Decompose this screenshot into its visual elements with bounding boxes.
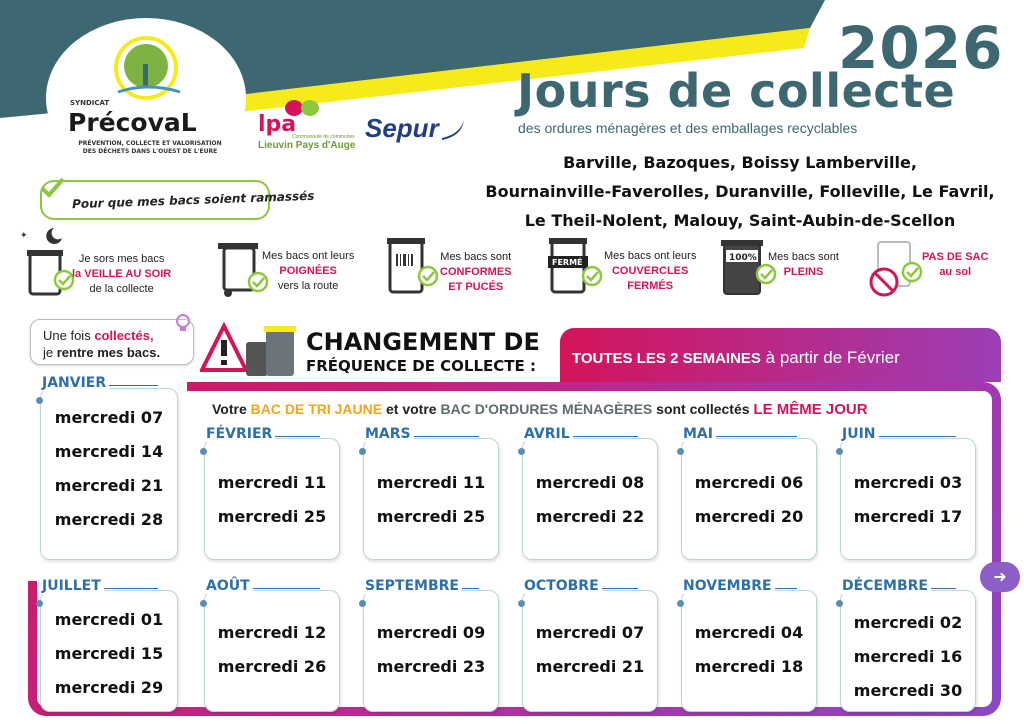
communes-list (470, 148, 1010, 235)
check-icon (38, 174, 66, 202)
bin-100-label: 100% (729, 253, 757, 263)
change-title-line2: FRÉQUENCE DE COLLECTE : (306, 357, 537, 375)
collection-date: mercredi 15 (54, 644, 164, 663)
month-dot-icon (836, 448, 843, 455)
collection-date: mercredi 29 (54, 678, 164, 697)
collection-date: mercredi 21 (535, 657, 645, 676)
lpa-logo-text: lpa (258, 112, 297, 137)
bin-night-icon (14, 224, 78, 300)
collection-date: mercredi 22 (535, 507, 645, 526)
month-label: AVRIL (522, 426, 573, 442)
syndicat-label: SYNDICAT (70, 99, 110, 107)
month-dot-icon (359, 600, 366, 607)
month-dot-icon (36, 397, 43, 404)
page-title: Jours de collecte (517, 64, 956, 118)
month-label: SEPTEMBRE (363, 578, 462, 594)
month-dot-icon (677, 448, 684, 455)
warning-bins-icon (200, 322, 304, 382)
month-dates (205, 466, 339, 534)
frequency-text: TOUTES LES 2 SEMAINES à partir de Février (572, 348, 900, 367)
month-dates (523, 616, 657, 684)
bulb-icon (170, 310, 196, 336)
svg-text:✦: ✦ (20, 231, 28, 241)
collection-date: mercredi 16 (853, 647, 963, 666)
month-dates (523, 466, 657, 534)
month-dates (841, 606, 975, 708)
lpa-small-text: Communauté de communes (292, 134, 355, 140)
month-card-6 (40, 590, 178, 712)
collection-date: mercredi 20 (694, 507, 804, 526)
month-card-0 (40, 388, 178, 560)
month-dates (682, 616, 816, 684)
precoval-tagline-2: DES DÉCHETS DANS L'OUEST DE L'EURE (82, 148, 218, 155)
rules-badge-text: Pour que mes bacs soient ramassés (71, 188, 315, 212)
sepur-logo-text: Sepur (365, 113, 439, 143)
rule-3: Mes bacs sont CONFORMES ET PUCÉS (440, 251, 512, 293)
month-label: JUILLET (40, 578, 104, 594)
month-label: DÉCEMBRE (840, 578, 931, 594)
precoval-tagline-1: PRÉVENTION, COLLECTE ET VALORISATION (78, 140, 222, 147)
month-label: AOÛT (204, 578, 253, 594)
bin-barcode-icon (384, 234, 444, 298)
collection-date: mercredi 09 (376, 623, 486, 642)
rule-6: PAS DE SAC au sol (922, 251, 989, 278)
collection-date: mercredi 18 (694, 657, 804, 676)
collection-date: mercredi 06 (694, 473, 804, 492)
collection-date: mercredi 04 (694, 623, 804, 642)
month-dot-icon (200, 448, 207, 455)
collection-date: mercredi 11 (376, 473, 486, 492)
collection-date: mercredi 17 (853, 507, 963, 526)
month-dot-icon (518, 448, 525, 455)
month-card-2 (363, 438, 499, 560)
bin-ferme-label: FERMÉ (552, 258, 583, 267)
month-dates (364, 616, 498, 684)
month-dates (364, 466, 498, 534)
month-dates (41, 401, 177, 537)
lpa-subtitle: Lieuvin Pays d'Auge (258, 140, 356, 151)
month-label: MAI (681, 426, 716, 442)
collection-date: mercredi 08 (535, 473, 645, 492)
collection-date: mercredi 30 (853, 681, 963, 700)
month-card-5 (840, 438, 976, 560)
collection-date: mercredi 03 (853, 473, 963, 492)
collection-date: mercredi 07 (54, 408, 164, 427)
precoval-logo-text: PrécovaL (68, 108, 197, 137)
once-collected-note: Une fois collectés, je rentre mes bacs. (30, 319, 194, 365)
communes-line-3: Le Theil-Nolent, Malouy, Saint-Aubin-de-Scellon (524, 211, 956, 230)
month-card-7 (204, 590, 340, 712)
month-card-4 (681, 438, 817, 560)
collection-date: mercredi 11 (217, 473, 327, 492)
rule-4: Mes bacs ont leurs COUVERCLES FERMÉS (604, 250, 697, 292)
collection-date: mercredi 25 (376, 507, 486, 526)
rules-badge (40, 180, 315, 220)
month-dot-icon (677, 600, 684, 607)
month-card-1 (204, 438, 340, 560)
month-label: MARS (363, 426, 414, 442)
collection-date: mercredi 28 (54, 510, 164, 529)
month-card-10 (681, 590, 817, 712)
collection-date: mercredi 25 (217, 507, 327, 526)
month-label: JANVIER (40, 375, 109, 391)
same-day-note: Votre BAC DE TRI JAUNE et votre BAC D'ORDURES MÉNAGÈRES sont collectés LE MÊME JOUR (212, 401, 868, 418)
collection-date: mercredi 14 (54, 442, 164, 461)
year-title: 2026 (838, 14, 1004, 82)
bin-lid-closed-icon (546, 232, 610, 298)
page-subtitle: des ordures ménagères et des emballages recyclables (518, 120, 858, 136)
communes-line-2: Bournainville-Faverolles, Duranville, Folleville, Le Favril, (485, 182, 995, 201)
month-dot-icon (359, 448, 366, 455)
month-dates (205, 616, 339, 684)
rule-1: Je sors mes bacs la VEILLE AU SOIR de la collecte (72, 253, 172, 295)
month-dot-icon (836, 600, 843, 607)
collection-date: mercredi 21 (54, 476, 164, 495)
next-arrow-icon[interactable]: ➜ (980, 562, 1020, 592)
collection-date: mercredi 12 (217, 623, 327, 642)
month-label: FÉVRIER (204, 426, 275, 442)
collection-date: mercredi 01 (54, 610, 164, 629)
precoval-tree-icon (108, 34, 186, 106)
month-dates (841, 466, 975, 534)
change-title-line1: CHANGEMENT DE (306, 328, 540, 356)
month-dates (682, 466, 816, 534)
collection-date: mercredi 02 (853, 613, 963, 632)
month-label: NOVEMBRE (681, 578, 775, 594)
month-dot-icon (36, 600, 43, 607)
collection-date: mercredi 23 (376, 657, 486, 676)
rule-2: Mes bacs ont leurs POIGNÉES vers la route (262, 250, 355, 292)
collection-date: mercredi 26 (217, 657, 327, 676)
no-bag-icon (864, 238, 926, 300)
month-dot-icon (200, 600, 207, 607)
communes-line-1: Barville, Bazoques, Boissy Lamberville, (563, 153, 917, 172)
sepur-swoosh-icon (440, 118, 466, 142)
month-card-11 (840, 590, 976, 712)
month-card-8 (363, 590, 499, 712)
rule-5: Mes bacs sont PLEINS (768, 251, 839, 278)
month-dates (41, 603, 177, 705)
month-card-9 (522, 590, 658, 712)
month-label: JUIN (840, 426, 879, 442)
month-card-3 (522, 438, 658, 560)
month-dot-icon (518, 600, 525, 607)
month-label: OCTOBRE (522, 578, 602, 594)
collection-date: mercredi 07 (535, 623, 645, 642)
